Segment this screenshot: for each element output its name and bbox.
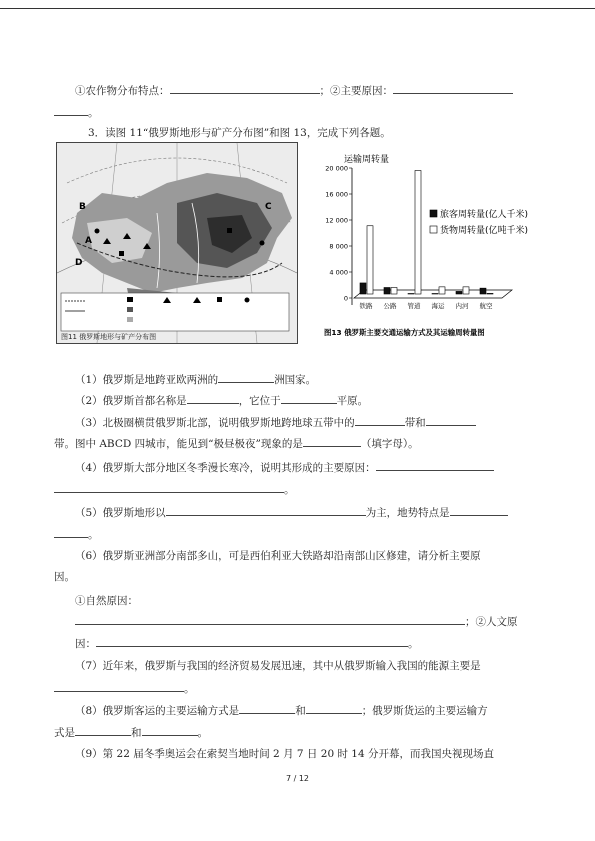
q3-6-line5 xyxy=(75,636,419,651)
answer-blank[interactable] xyxy=(187,393,239,404)
bar-freight-4 xyxy=(463,287,469,294)
q-top-line1 xyxy=(75,83,513,98)
russia-map-svg xyxy=(57,143,297,343)
q3-4-line1 xyxy=(75,460,494,475)
q6-text-mid: ；②人文原 xyxy=(465,616,518,628)
q1-text-end: 洲国家。 xyxy=(274,374,317,386)
bar-passenger-4 xyxy=(456,291,462,294)
q-top-label-b: ；②主要原因： xyxy=(319,85,393,97)
answer-blank[interactable] xyxy=(54,527,88,538)
answer-blank[interactable] xyxy=(355,415,405,426)
q3-7-line2 xyxy=(54,681,195,696)
q5-text: （5）俄罗斯地形以 xyxy=(75,507,166,519)
x-category-label: 航空 xyxy=(479,302,493,310)
q3-6-line3: ①自然原因： xyxy=(75,595,138,607)
q3-6-line1: （6）俄罗斯亚洲部分南部多山，可是西伯利亚大铁路却沿南部山区修建，请分析主要原 xyxy=(75,550,481,562)
y-tick-label: 16 000 xyxy=(325,190,348,199)
answer-blank[interactable] xyxy=(303,436,361,447)
q8-text-mid: ；俄罗斯货运的主要运输方 xyxy=(361,705,488,717)
bar-freight-0 xyxy=(367,226,373,294)
bar-freight-5 xyxy=(487,293,493,294)
q8-text-and: 和 xyxy=(295,705,306,717)
q3-3-line2 xyxy=(54,436,419,451)
y-tick-label: 12 000 xyxy=(325,216,348,225)
q3-9-line1: （9）第 22 届冬季奥运会在索契当地时间 2 月 7 日 20 时 14 分开幕，而我国央视现场直 xyxy=(75,748,494,760)
q3-1 xyxy=(75,372,316,387)
bar-passenger-5 xyxy=(480,288,486,294)
q3-5-line2 xyxy=(54,527,99,542)
transport-chart-figure xyxy=(322,150,544,345)
x-category-label: 管道 xyxy=(407,302,421,310)
q3-text-end: （填字母）。 xyxy=(360,438,419,450)
bar-passenger-2 xyxy=(408,294,414,295)
answer-blank[interactable] xyxy=(54,482,284,493)
period: 。 xyxy=(88,529,99,541)
x-category-label: 海运 xyxy=(431,302,445,310)
bar-freight-1 xyxy=(391,288,397,295)
bar-freight-2 xyxy=(415,171,421,295)
q-top-line2 xyxy=(54,105,99,120)
q3-text: （3）北极圈横贯俄罗斯北部，说明俄罗斯地跨地球五带中的 xyxy=(75,417,355,429)
q8-text: （8）俄罗斯客运的主要运输方式是 xyxy=(75,705,240,717)
svg-text:A: A xyxy=(85,236,92,246)
q6-text-2: 因： xyxy=(75,638,96,650)
answer-blank[interactable] xyxy=(393,83,513,94)
page-number: 7 / 12 xyxy=(285,774,310,783)
period: 。 xyxy=(88,107,99,119)
y-tick-label: 20 000 xyxy=(325,164,348,173)
q-top-label-a: ①农作物分布特点： xyxy=(75,85,170,97)
legend-label-freight: 货物周转量(亿吨千米) xyxy=(440,226,529,236)
x-category-label: 内河 xyxy=(455,302,469,310)
q2-text: （2）俄罗斯首都名称是 xyxy=(75,395,187,407)
period: 。 xyxy=(197,727,208,739)
bar-freight-3 xyxy=(439,287,445,294)
q1-text: （1）俄罗斯是地跨亚欧两洲的 xyxy=(75,374,219,386)
answer-blank[interactable] xyxy=(96,636,408,647)
chart-caption: 图13 俄罗斯主要交通运输方式及其运输周转量图 xyxy=(324,328,485,337)
map-caption: 图11 俄罗斯地形与矿产分布图 xyxy=(61,333,157,341)
q2-text-mid: ，它位于 xyxy=(238,395,281,407)
y-tick-label: 4 000 xyxy=(329,268,348,277)
legend-swatch-freight xyxy=(430,226,437,233)
header-rule xyxy=(0,8,595,9)
q3-text-mid: 带和 xyxy=(404,417,426,429)
period: 。 xyxy=(408,638,419,650)
answer-blank[interactable] xyxy=(75,614,465,625)
russia-map-figure xyxy=(56,142,298,344)
chart-title: 运输周转量 xyxy=(344,155,390,165)
answer-blank[interactable] xyxy=(170,83,320,94)
answer-blank[interactable] xyxy=(75,725,131,736)
answer-blank[interactable] xyxy=(281,393,337,404)
bar-passenger-0 xyxy=(360,283,366,294)
answer-blank[interactable] xyxy=(376,460,494,471)
period: 。 xyxy=(284,484,295,496)
y-tick-label: 8 000 xyxy=(329,242,348,251)
period: 。 xyxy=(184,683,195,695)
answer-blank[interactable] xyxy=(450,505,508,516)
svg-text:B: B xyxy=(79,202,86,212)
answer-blank[interactable] xyxy=(306,703,362,714)
q5-text-mid: 为主，地势特点是 xyxy=(365,507,450,519)
x-category-label: 铁路 xyxy=(359,302,373,310)
q8-text-and-2: 和 xyxy=(131,727,142,739)
q3-6-line4 xyxy=(75,614,518,629)
q3-2 xyxy=(75,393,368,408)
q3-6-line2: 因。 xyxy=(54,571,75,583)
answer-blank[interactable] xyxy=(54,105,88,116)
bar-passenger-1 xyxy=(384,288,390,295)
svg-text:D: D xyxy=(75,258,83,268)
q3-3-line1 xyxy=(75,415,476,430)
answer-blank[interactable] xyxy=(426,415,476,426)
q3-8-line1 xyxy=(75,703,488,718)
answer-blank[interactable] xyxy=(218,372,274,383)
q3-intro: 3．读图 11“俄罗斯地形与矿产分布图”和图 13，完成下列各题。 xyxy=(88,127,391,139)
q4-text: （4）俄罗斯大部分地区冬季漫长寒冷，说明其形成的主要原因： xyxy=(75,462,376,474)
q3-4-line2 xyxy=(54,482,295,497)
answer-blank[interactable] xyxy=(54,681,184,692)
q3-5-line1 xyxy=(75,505,508,520)
q3-8-line2 xyxy=(54,725,208,740)
legend-swatch-passenger xyxy=(430,210,437,217)
q8-text-2: 式是 xyxy=(54,727,75,739)
transport-chart-svg xyxy=(322,150,544,345)
svg-text:C: C xyxy=(265,202,272,212)
answer-blank[interactable] xyxy=(142,725,198,736)
q3-7-line1: （7）近年来，俄罗斯与我国的经济贸易发展迅速，其中从俄罗斯输入我国的能源主要是 xyxy=(75,660,481,672)
q2-text-end: 平原。 xyxy=(336,395,369,407)
q3-text-2: 带。图中 ABCD 四城市，能见到“极昼极夜”现象的是 xyxy=(54,438,303,450)
y-tick-label: 0 xyxy=(343,294,348,303)
answer-blank[interactable] xyxy=(239,703,295,714)
answer-blank[interactable] xyxy=(166,505,366,516)
legend-label-passenger: 旅客周转量(亿人千米) xyxy=(440,210,529,220)
x-category-label: 公路 xyxy=(383,302,397,310)
bar-passenger-3 xyxy=(432,294,438,295)
